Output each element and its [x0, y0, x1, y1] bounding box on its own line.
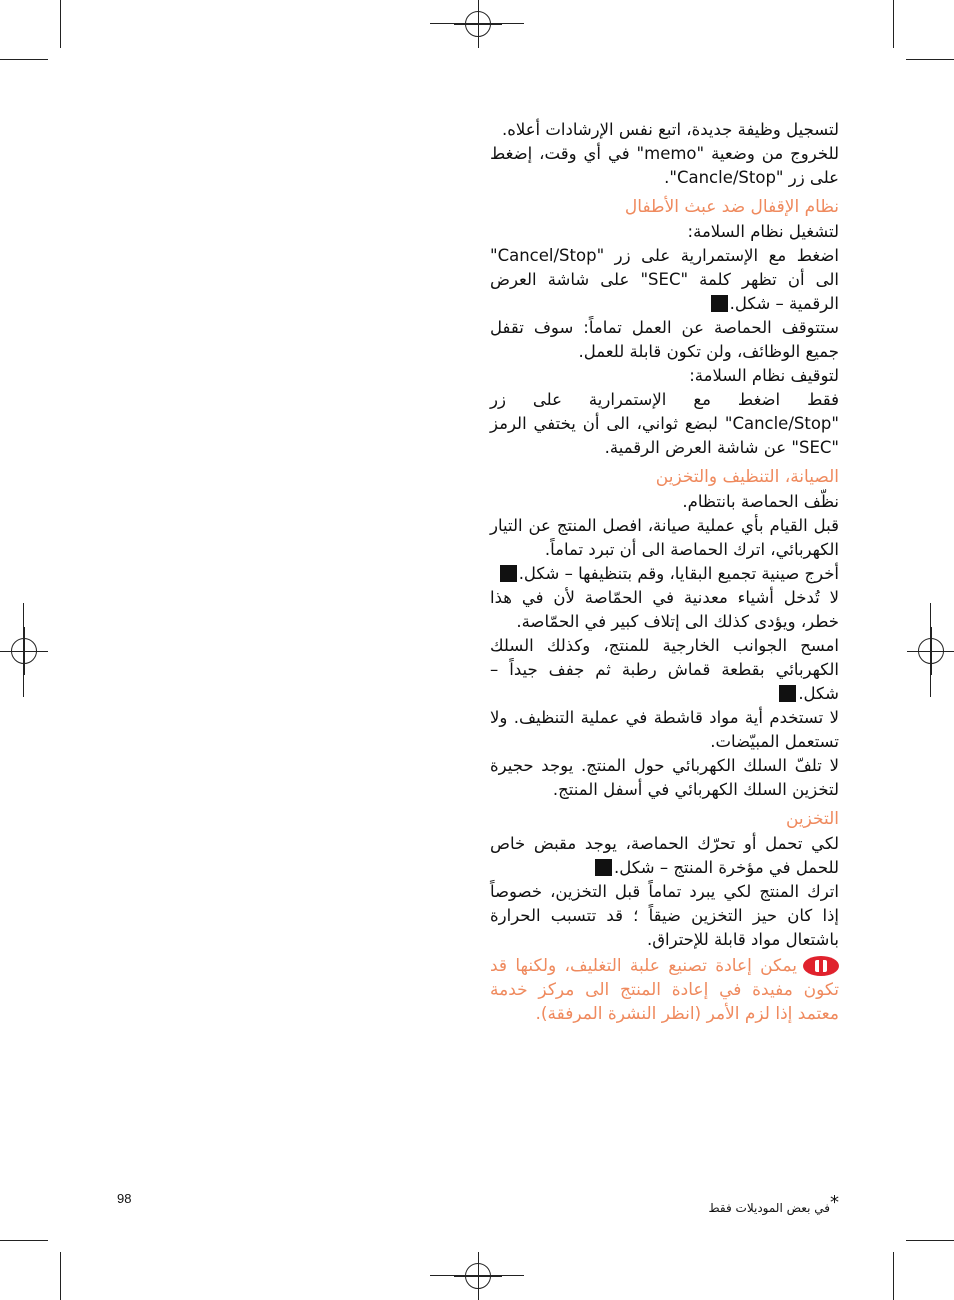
footnote — [709, 1192, 839, 1215]
storage-p2: اترك المنتج لكي يبرد تماماً قبل التخزين، خصوصاً إذا كان حيز التخزين ضيقاً ؛ قد تتسبب الحرارة باشتعال مواد قابلة للإحتراق. — [490, 882, 839, 949]
storage-heading: التخزين — [785, 809, 839, 829]
stop-paragraph: ستتوقف الحماصة عن العمل تماماً: سوف تقفل جميع الوظائف، ولن تكون قابلة للعمل. — [490, 318, 839, 361]
maintenance-p5: امسح الجوانب الخارجية للمنتج، وكذلك السلك الكهربائي بقطعة قماش رطبة ثم جفف جيداً – شكل. — [490, 636, 839, 703]
activate-title: لتشغيل نظام السلامة: — [687, 222, 839, 241]
storage-p1: لكي تحمل أو تحرّك الحماصة، يوجد مقبض خاص للحمل في مؤخرة المنتج – شكل. — [490, 834, 839, 877]
crop-mark — [906, 1240, 954, 1241]
environment-icon — [803, 956, 839, 976]
figure-marker-icon — [779, 685, 796, 702]
maintenance-p4: لا تُدخل أشياء معدنية في الحمّاصة لأن في هذا خطر، ويؤدى كذلك الى إتلاف كبير في الحمّاصة. — [490, 588, 839, 631]
crop-mark — [906, 59, 954, 60]
crop-mark — [0, 59, 48, 60]
child-lock-heading: نظام الإقفال ضد عبث الأطفال — [624, 197, 839, 217]
maintenance-p6: لا تستخدم أية مواد قاشطة في عملية التنظيف. ولا تستعمل المبيّضات. — [490, 708, 839, 751]
registration-mark — [918, 638, 944, 664]
figure-marker-icon — [711, 295, 728, 312]
maintenance-heading: الصيانة، التنظيف والتخزين — [655, 467, 839, 487]
registration-mark — [465, 11, 491, 37]
page-content — [490, 118, 839, 1026]
registration-mark — [465, 1263, 491, 1289]
intro-line-2: للخروج من وضعية "memo" في أي وقت، إضغط على زر "Cancle/Stop". — [490, 144, 839, 187]
maintenance-p2: قبل القيام بأي عملية صيانة، افصل المنتج عن التيار الكهربائي، اترك الحماصة الى أن تبرد تماماً. — [490, 516, 839, 559]
crop-mark — [60, 0, 61, 48]
footnote-text: في بعض الموديلات فقط — [708, 1201, 830, 1215]
crop-mark — [893, 0, 894, 48]
registration-mark — [11, 638, 37, 664]
deactivate-title: لتوقيف نظام السلامة: — [689, 366, 839, 385]
maintenance-p7: لا تلفّ السلك الكهربائي حول المنتج. يوجد حجيرة لتخزين السلك الكهربائي في أسفل المنتج. — [490, 756, 839, 799]
crop-mark — [893, 1252, 894, 1300]
intro-line-1: لتسجيل وظيفة جديدة، اتبع نفس الإرشادات أعلاه. — [501, 120, 839, 139]
maintenance-p1: نظّف الحماصة بانتظام. — [682, 492, 839, 511]
crop-mark — [0, 1240, 48, 1241]
figure-marker-icon — [595, 859, 612, 876]
footnote-star: * — [830, 1192, 839, 1213]
figure-marker-icon — [500, 565, 517, 582]
deactivate-paragraph: فقط اضغط مع الإستمرارية على زر "Cancle/Stop" لبضع ثواني، الى أن يختفي الرمز "SEC" عن شاشة العرض الرقمية. — [490, 390, 839, 457]
page-number: 98 — [117, 1191, 132, 1206]
crop-mark — [60, 1252, 61, 1300]
environment-note: يمكن إعادة تصنيع علبة التغليف، ولكنها قد تكون مفيدة في إعادة المنتج الى مركز خدمة معتمد إذا لزم الأمر (انظر النشرة المرفقة). — [490, 956, 839, 1024]
maintenance-p3: أخرج صينية تجميع البقايا، وقم بتنظيفها – شكل. — [490, 562, 839, 586]
activate-paragraph: اضغط مع الإستمرارية على زر "Cancel/Stop" الى أن تظهر كلمة "SEC" على شاشة العرض الرقمية – شكل. — [490, 246, 839, 313]
